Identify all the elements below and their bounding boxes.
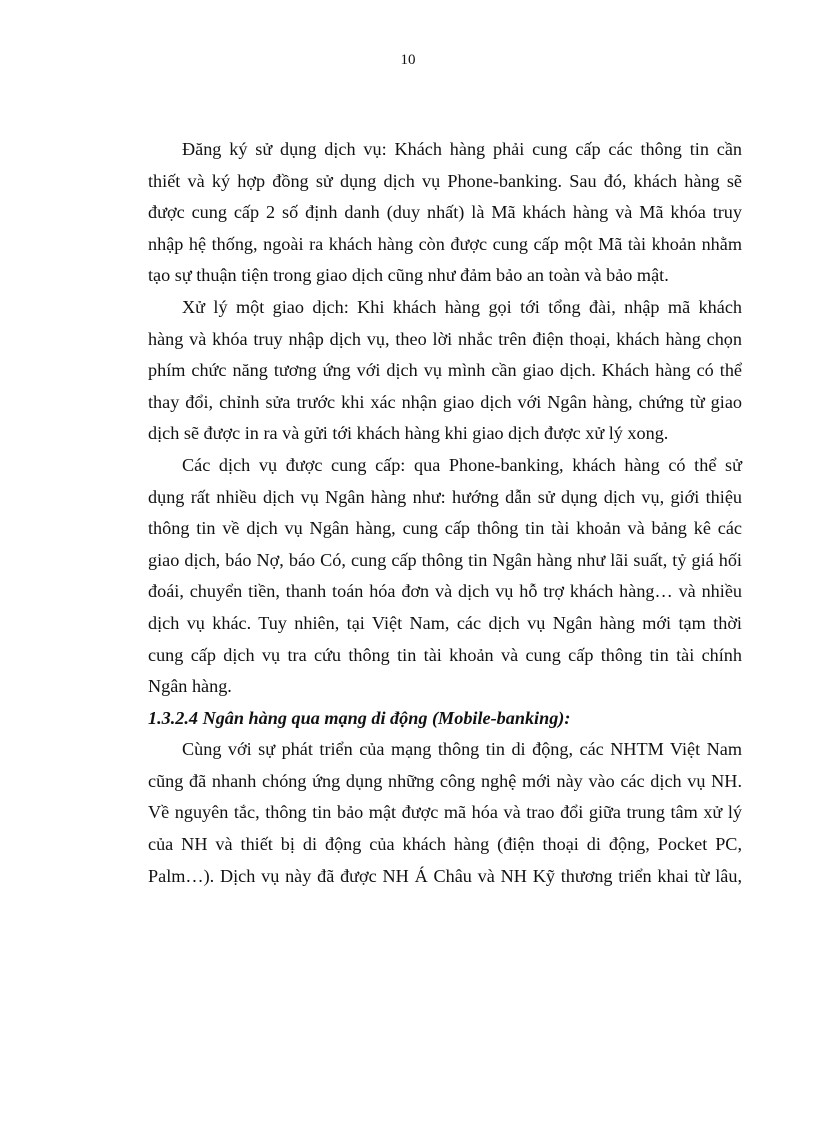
- text-line: được cung cấp 2 số định danh (duy nhất) là Mã khách hàng và Mã khóa truy: [148, 202, 742, 223]
- text-line: Về nguyên tắc, thông tin bảo mật được mã hóa và trao đổi giữa trung tâm xử lý: [148, 802, 742, 823]
- paragraph-transaction: [148, 292, 742, 450]
- text-line: thiết và ký hợp đồng sử dụng dịch vụ Phone-banking. Sau đó, khách hàng sẽ: [148, 170, 742, 191]
- text-line: Ngân hàng.: [148, 676, 232, 697]
- page-number: 10: [400, 52, 416, 68]
- text-line: giao dịch, báo Nợ, báo Có, cung cấp thông tin Ngân hàng như lãi suất, tỷ giá hối: [148, 549, 742, 570]
- text-line: dụng rất nhiều dịch vụ Ngân hàng như: hướng dẫn sử dụng dịch vụ, giới thiệu: [148, 486, 742, 507]
- document-body: [148, 134, 742, 892]
- text-line: cũng đã nhanh chóng ứng dụng những công nghệ mới này vào các dịch vụ NH.: [148, 770, 742, 791]
- text-line: Đăng ký sử dụng dịch vụ: Khách hàng phải cung cấp các thông tin cần: [182, 139, 742, 159]
- text-line: dịch sẽ được in ra và gửi tới khách hàng khi giao dịch được xử lý xong.: [148, 423, 669, 444]
- paragraph-services: [148, 450, 742, 703]
- text-line: hàng và khóa truy nhập dịch vụ, theo lời nhắc trên điện thoại, khách hàng chọn: [148, 328, 742, 349]
- text-line: thay đổi, chỉnh sửa trước khi xác nhận giao dịch với Ngân hàng, chứng từ giao: [148, 391, 742, 412]
- heading-text: 1.3.2.4 Ngân hàng qua mạng di động (Mobile-banking):: [148, 707, 571, 728]
- paragraph-registration: [148, 134, 742, 292]
- text-line: tạo sự thuận tiện trong giao dịch cũng như đảm bảo an toàn và bảo mật.: [148, 265, 669, 286]
- text-line: cung cấp dịch vụ tra cứu thông tin tài khoản và cung cấp thông tin tài chính: [148, 644, 742, 665]
- text-line: Cùng với sự phát triển của mạng thông tin di động, các NHTM Việt Nam: [182, 739, 742, 760]
- text-line: thông tin về dịch vụ Ngân hàng, cung cấp thông tin tài khoản và bảng kê các: [148, 518, 742, 539]
- text-line: nhập hệ thống, ngoài ra khách hàng còn được cung cấp một Mã tài khoản nhằm: [148, 233, 742, 254]
- paragraph-mobile-banking: [148, 734, 742, 892]
- text-line: đoái, chuyển tiền, thanh toán hóa đơn và dịch vụ hỗ trợ khách hàng… và nhiều: [148, 581, 742, 602]
- text-line: Palm…). Dịch vụ này đã được NH Á Châu và NH Kỹ thương triển khai từ lâu,: [148, 865, 742, 886]
- text-line: của NH và thiết bị di động của khách hàng (điện thoại di động, Pocket PC,: [148, 834, 742, 855]
- text-line: Các dịch vụ được cung cấp: qua Phone-banking, khách hàng có thể sử: [182, 454, 742, 475]
- text-line: dịch vụ khác. Tuy nhiên, tại Việt Nam, các dịch vụ Ngân hàng mới tạm thời: [148, 612, 742, 633]
- text-line: Xử lý một giao dịch: Khi khách hàng gọi tới tổng đài, nhập mã khách: [182, 296, 742, 317]
- text-line: phím chức năng tương ứng với dịch vụ mình cần giao dịch. Khách hàng có thể: [148, 360, 742, 381]
- section-heading: [148, 703, 742, 735]
